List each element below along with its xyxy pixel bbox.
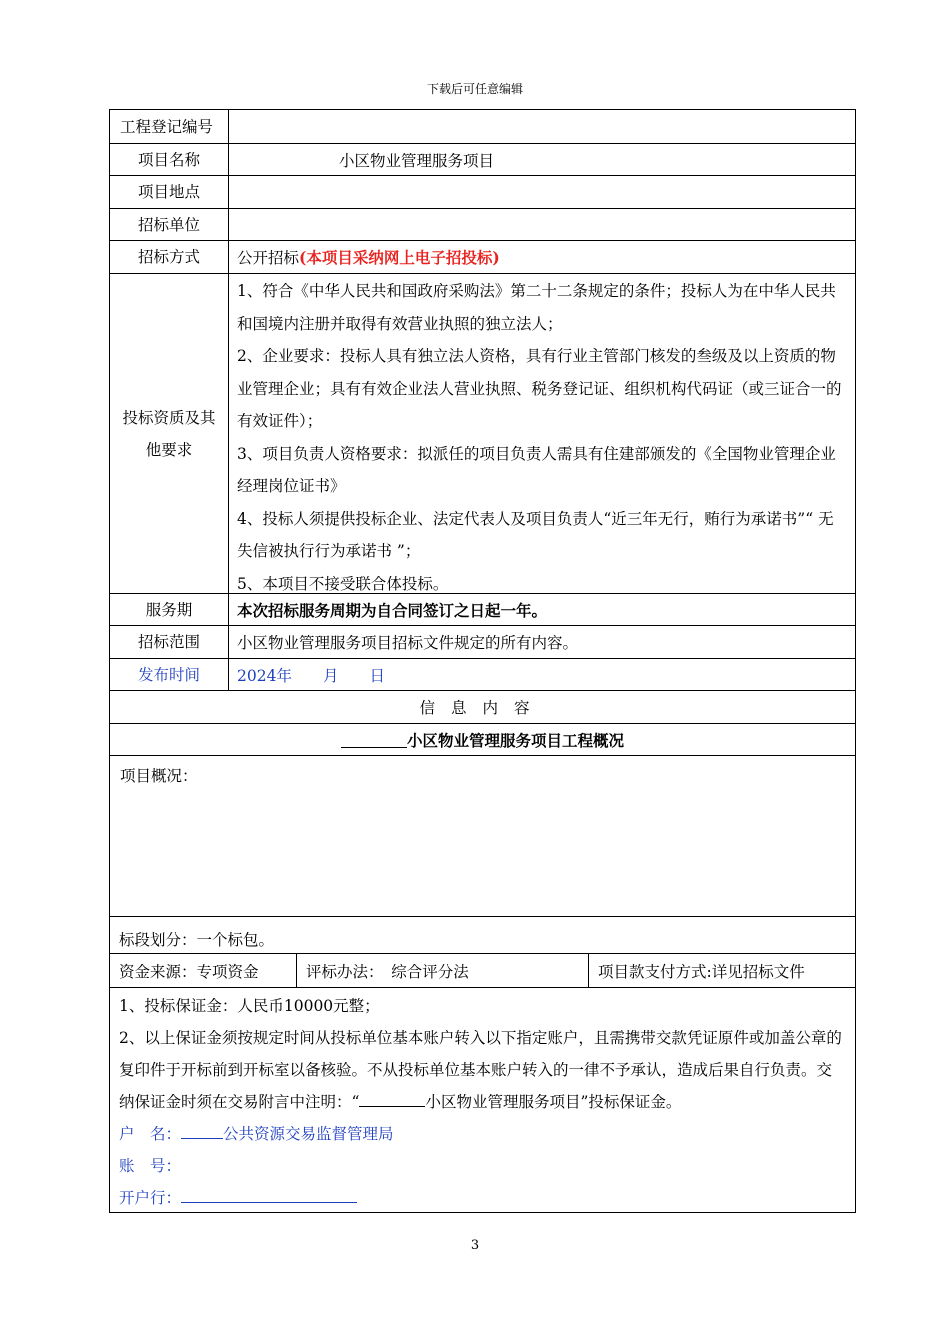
location-label: 项目地点 — [110, 176, 229, 208]
qualification-item: 1、符合《中华人民共和国政府采购法》第二十二条规定的条件；投标人为在中华人民共和国境内注册并取得有效营业执照的独立法人； — [237, 282, 836, 333]
bank-label: 开户行： — [119, 1189, 182, 1207]
tenderer-value — [229, 209, 855, 240]
eval-method: 评标办法： 综合评分法 — [297, 954, 589, 987]
qualification-item: 5、本项目不接受联合体投标。 — [237, 574, 449, 593]
project-name-value: 小区物业管理服务项目 — [339, 151, 495, 170]
account-name-line — [119, 1118, 847, 1150]
publish-value: 2024年 月 日 — [237, 666, 385, 685]
qualification-label: 投标资质及其他要求 — [110, 274, 229, 593]
row-publish — [110, 658, 855, 690]
method-note: (本项目采纳网上电子招投标) — [299, 248, 500, 267]
row-reg-no — [110, 110, 855, 143]
row-service-period — [110, 593, 855, 625]
scope-label: 招标范围 — [110, 626, 229, 658]
page-number: 3 — [470, 1238, 480, 1253]
tender-info-table — [109, 109, 856, 1213]
overview-label: 项目概况： — [120, 767, 198, 785]
row-method — [110, 240, 855, 273]
row-location — [110, 175, 855, 208]
deposit-rules-text: 2、以上保证金须按规定时间从投标单位基本账户转入以下指定账户，且需携带交款凭证原件或加盖公章的复印件于开标前到开标室以备核验。不从投标单位基本账户转入的一律不予承认，造成后果自行负责。交纳保证金时须在交易附言中注明：“ — [119, 1029, 842, 1111]
project-name-label: 项目名称 — [110, 144, 229, 175]
service-period-label: 服务期 — [110, 594, 229, 625]
account-name-value: 公共资源交易监督管理局 — [223, 1125, 394, 1143]
reg-no-value — [229, 110, 855, 143]
row-scope — [110, 625, 855, 658]
qualification-item: 2、企业要求：投标人具有独立法人资格，具有行业主管部门核发的叁级及以上资质的物业管理企业；具有有效企业法人营业执照、税务登记证、组织机构代码证（或三证合一的有效证件）； — [237, 347, 842, 430]
row-info-title — [110, 690, 855, 723]
account-no-line — [119, 1150, 847, 1182]
payment-method: 项目款支付方式:详见招标文件 — [598, 962, 805, 981]
row-deposit — [110, 987, 855, 1212]
service-period-value: 本次招标服务周期为自合同签订之日起一年。 — [237, 600, 548, 620]
account-name-label: 户 名： — [119, 1125, 182, 1143]
row-lots — [110, 916, 855, 953]
qualification-item: 3、项目负责人资格要求：拟派任的项目负责人需具有住建部颁发的《全国物业管理企业经理岗位证书》 — [237, 444, 836, 495]
deposit-name-blank — [359, 1090, 425, 1107]
overview-title: 小区物业管理服务项目工程概况 — [406, 730, 624, 750]
deposit-rules-end: 小区物业管理服务项目”投标保证金。 — [425, 1093, 682, 1111]
header-note: 下载后可任意编辑 — [426, 82, 523, 96]
deposit-block — [110, 988, 855, 1212]
row-project-name — [110, 143, 855, 175]
reg-no-label: 工程登记编号 — [110, 110, 229, 143]
row-overview — [110, 755, 855, 916]
bank-line — [119, 1182, 847, 1214]
lots: 标段划分：一个标包。 — [119, 930, 275, 949]
row-tenderer — [110, 208, 855, 240]
method-label: 招标方式 — [110, 241, 229, 273]
account-name-blank — [181, 1122, 223, 1139]
account-no-label: 账 号： — [119, 1157, 182, 1175]
bank-blank — [181, 1186, 357, 1203]
deposit-rules — [119, 1022, 847, 1118]
name-blank — [341, 731, 407, 748]
row-overview-title — [110, 723, 855, 755]
row-fund — [110, 953, 855, 987]
publish-label: 发布时间 — [110, 659, 229, 690]
overview-title-cell — [110, 724, 855, 755]
scope-value: 小区物业管理服务项目招标文件规定的所有内容。 — [237, 634, 579, 652]
qualification-item: 4、投标人须提供投标企业、法定代表人及项目负责人“近三年无行，贿行为承诺书”“ 无失信被执行行为承诺书 ”； — [237, 509, 834, 560]
fund-source: 资金来源：专项资金 — [110, 954, 297, 987]
deposit-amount: 1、投标保证金：人民币10000元整； — [119, 997, 380, 1015]
method-value: 公开招标 — [237, 249, 300, 267]
tenderer-label: 招标单位 — [110, 209, 229, 240]
method-value-cell — [229, 241, 855, 273]
row-qualification — [110, 273, 855, 593]
qualification-list — [229, 274, 855, 593]
info-title: 信息内容 — [419, 699, 546, 717]
location-value — [229, 176, 855, 208]
